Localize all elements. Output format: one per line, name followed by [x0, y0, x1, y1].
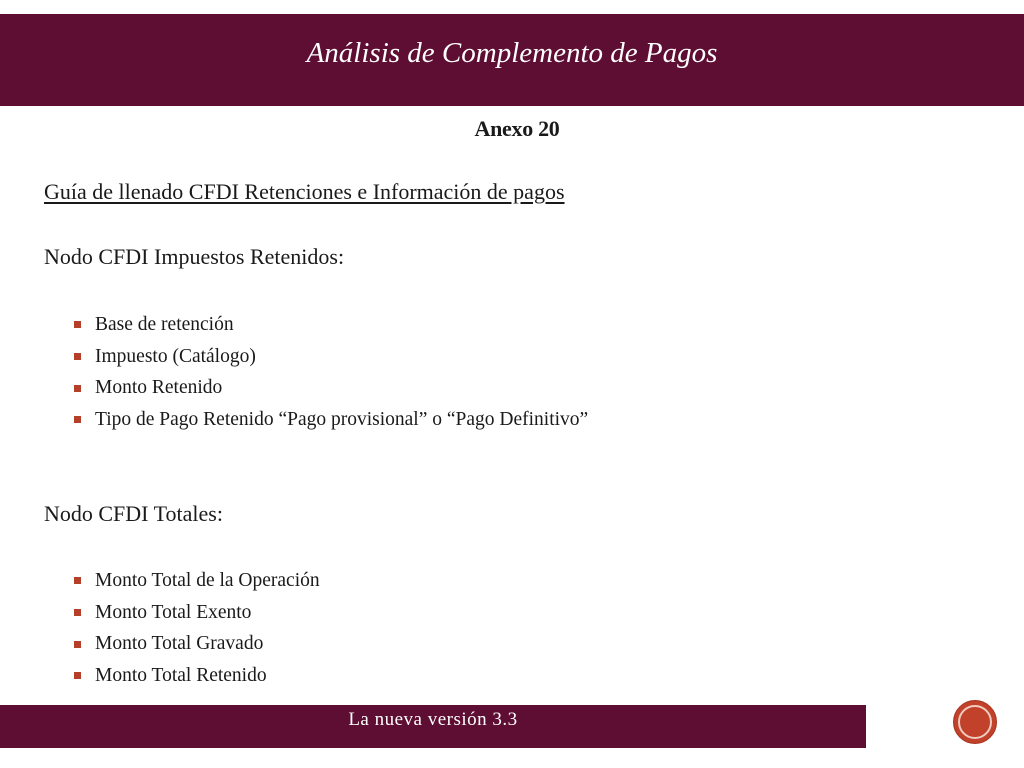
list-item — [74, 341, 588, 373]
list-item — [74, 372, 588, 404]
bullet-square-icon — [74, 385, 81, 392]
list-item-label: Impuesto (Catálogo) — [95, 345, 256, 367]
list-item — [74, 660, 320, 692]
annex-heading: Anexo 20 — [474, 116, 560, 141]
bullet-square-icon — [74, 672, 81, 679]
list-item-label: Monto Total Retenido — [95, 664, 267, 686]
bullet-list-impuestos — [74, 309, 588, 436]
list-item — [74, 404, 588, 436]
list-item-label: Tipo de Pago Retenido “Pago provisional” o “Pago Definitivo” — [95, 408, 589, 430]
section-heading-impuestos: Nodo CFDI Impuestos Retenidos: — [44, 244, 345, 269]
list-item-label: Monto Total Exento — [95, 601, 252, 623]
list-item — [74, 597, 320, 629]
bullet-square-icon — [74, 416, 81, 423]
list-item — [74, 309, 588, 341]
bullet-square-icon — [74, 353, 81, 360]
list-item — [74, 565, 320, 597]
section-heading-totales: Nodo CFDI Totales: — [44, 501, 223, 526]
list-item-label: Monto Total de la Operación — [95, 569, 320, 591]
footer-text: La nueva versión 3.3 — [348, 709, 518, 730]
circle-nav-icon[interactable] — [953, 700, 997, 744]
list-item-label: Monto Retenido — [95, 377, 223, 399]
bullet-square-icon — [74, 641, 81, 648]
bullet-square-icon — [74, 321, 81, 328]
bullet-square-icon — [74, 609, 81, 616]
bullet-list-totales — [74, 565, 320, 692]
list-item-label: Base de retención — [95, 313, 234, 335]
bullet-square-icon — [74, 577, 81, 584]
list-item — [74, 628, 320, 660]
list-item-label: Monto Total Gravado — [95, 633, 264, 655]
guide-heading: Guía de llenado CFDI Retenciones e Información de pagos — [44, 179, 565, 204]
slide-title: Análisis de Complemento de Pagos — [306, 36, 718, 69]
